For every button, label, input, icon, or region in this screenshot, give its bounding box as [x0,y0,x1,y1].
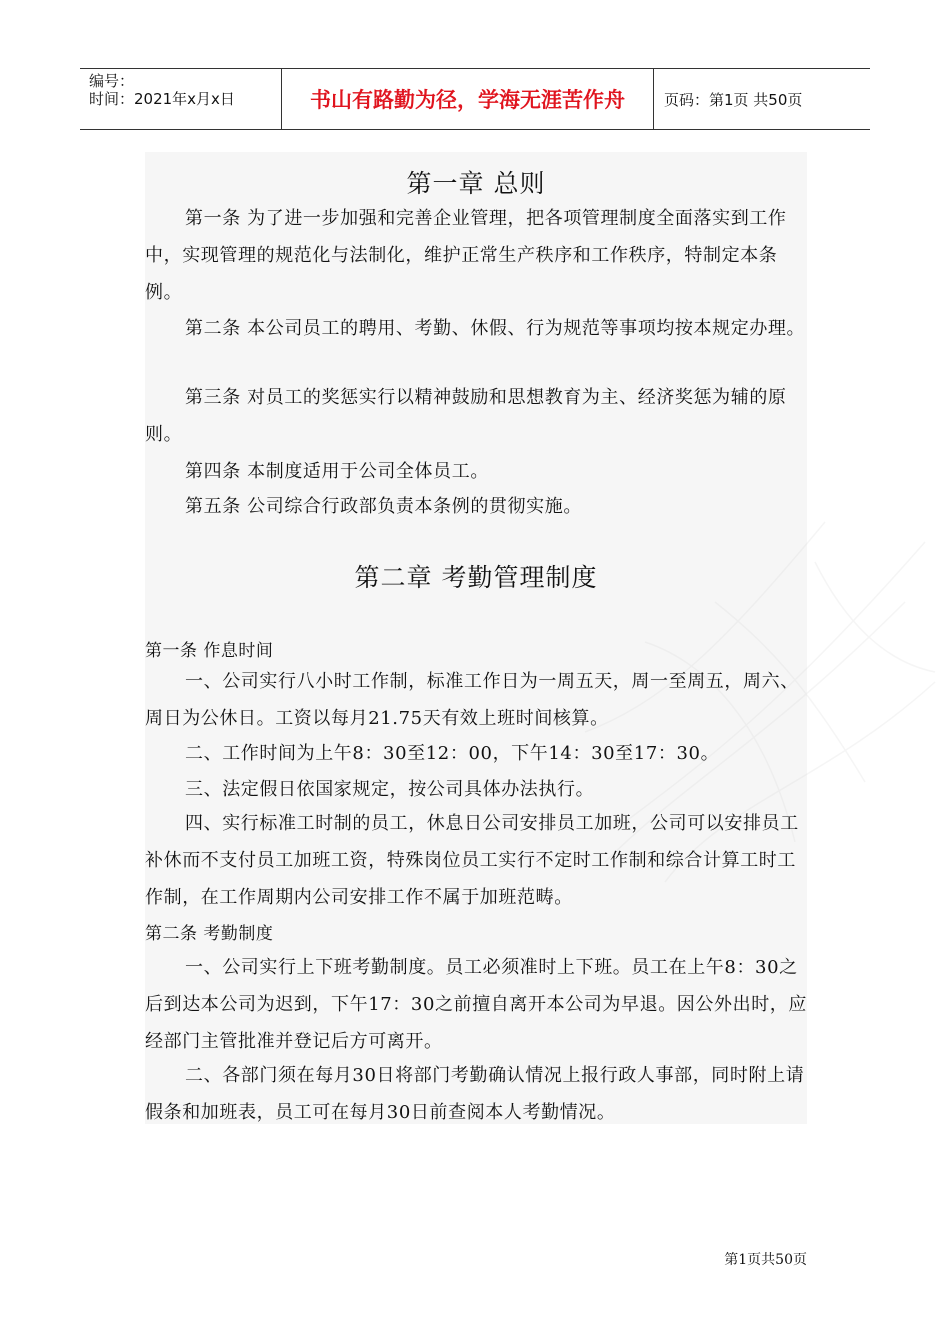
ch2-s1-item4: 四、实行标准工时制的员工，休息日公司安排员工加班，公司可以安排员工补休而不支付员工加班工资，特殊岗位员工实行不定时工作制和综合计算工时工作制，在工作周期内公司安排工作不属于加班范畴。 [145,813,799,908]
document-header [80,68,870,130]
ch2-s2-item2: 二、各部门须在每月30日将部门考勤确认情况上报行政人事部，同时附上请假条和加班表，员工可在每月30日前查阅本人考勤情况。 [145,1065,805,1123]
chapter2-title: 第二章 考勤管理制度 [354,563,598,592]
number-label: 编号： [89,72,135,90]
ch2-section2-title: 第二条 考勤制度 [145,924,274,944]
ch2-section1-title: 第一条 作息时间 [145,641,274,661]
ch2-s1-item2: 二、工作时间为上午8：30至12：00，下午14：30至17：30。 [185,743,720,764]
ch2-s1-item1: 一、公司实行八小时工作制，标准工作日为一周五天，周一至周五，周六、周日为公休日。工资以每月21.75天有效上班时间核算。 [145,671,799,729]
document-body [145,152,807,1124]
ch2-s1-item3: 三、法定假日依国家规定，按公司具体办法执行。 [185,779,595,800]
ch1-article2: 第二条 本公司员工的聘用、考勤、休假、行为规范等事项均按本规定办理。 [185,318,806,339]
header-page-label: 页码：第1页 共50页 [664,90,803,109]
ch1-article4: 第四条 本制度适用于公司全体员工。 [185,461,489,482]
ch1-article3: 第三条 对员工的奖惩实行以精神鼓励和思想教育为主、经济奖惩为辅的原则。 [145,387,787,445]
time-label: 时间：2021年x月x日 [89,90,235,108]
header-motto: 书山有路勤为径，学海无涯苦作舟 [282,69,654,129]
header-meta [80,69,282,129]
ch1-article5: 第五条 公司综合行政部负责本条例的贯彻实施。 [185,496,582,517]
footer-page-number: 第1页共50页 [724,1252,807,1268]
ch1-article1: 第一条 为了进一步加强和完善企业管理，把各项管理制度全面落实到工作中，实现管理的规范化与法制化，维护正常生产秩序和工作秩序，特制定本条例。 [145,208,787,303]
chapter1-title: 第一章 总则 [406,169,546,198]
ch2-s2-item1: 一、公司实行上下班考勤制度。员工必须准时上下班。员工在上午8：30之后到达本公司为迟到，下午17：30之前擅自离开本公司为早退。因公外出时，应经部门主管批准并登记后方可离开。 [145,957,808,1052]
